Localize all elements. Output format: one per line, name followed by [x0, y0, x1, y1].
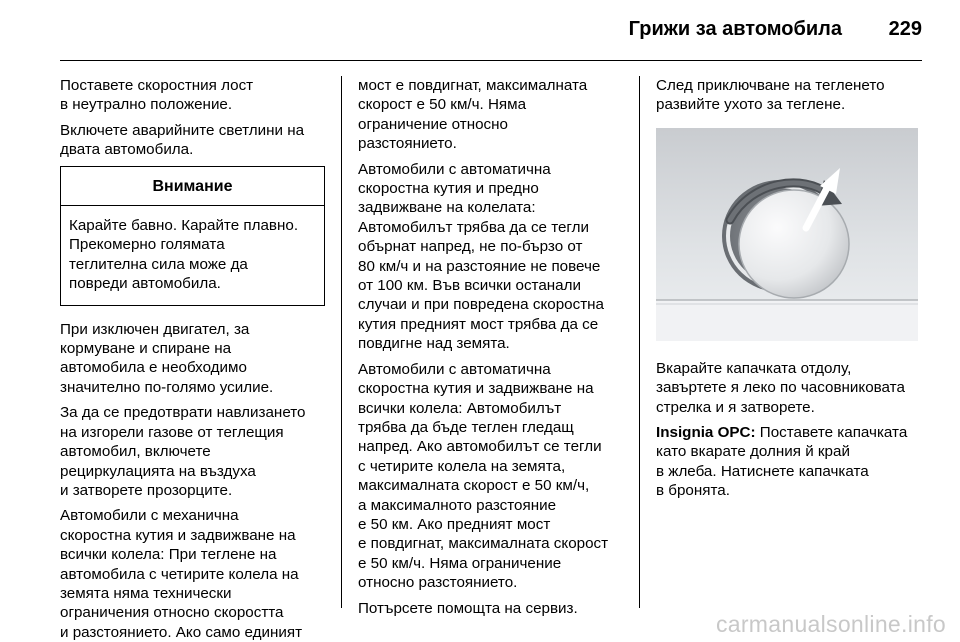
column-divider-1 [341, 76, 342, 608]
paragraph: Вкарайте капачката отдолу, завъртете я леко по часовниковата стрелка и я затворете. [656, 359, 905, 416]
column-1 [60, 76, 325, 642]
watermark: carmanualsonline.info [715, 611, 946, 637]
paragraph: За да се предотврати навлизането на изгорели газове от теглещия автомобил, включете рециркулацията на въздуха и затворете прозорците. [60, 404, 306, 499]
column-divider-2 [639, 76, 640, 608]
paragraph: Потърсете помощта на сервиз. [358, 599, 578, 617]
paragraph: мост е повдигнат, максималната скорост е 50 км/ч. Няма ограничение относно разстоянието. [358, 77, 588, 153]
bumper-lower-panel [656, 300, 918, 341]
warning-title: Внимание [61, 167, 324, 206]
warning-text: Карайте бавно. Карайте плавно. Прекомерно голямата теглителна сила може да повреди автомобила. [69, 217, 299, 293]
paragraph: Поставете скоростния лост в неутрално положение. [60, 77, 254, 114]
column-3 [656, 76, 922, 507]
header-rule [60, 60, 922, 61]
paragraph: При изключен двигател, за кормуване и спиране на автомобила е необходимо значително по-голямо усилие. [60, 320, 274, 396]
paragraph: Автомобили с автоматична скоростна кутия и предно задвижване на колелата: Автомобилът трябва да се тегли обърнат напред, не по-бързо от 80 км/ч и на разстояние не повече от 100 км. Във всички останали случаи и при повредена скоростна кутия предният мост трябва да се повдигне над земята. [358, 160, 604, 353]
page-number: 229 [888, 18, 922, 40]
tow-eye-cover [739, 190, 849, 298]
chapter-title: Грижи за автомобила [628, 18, 842, 40]
paragraph: Автомобили с автоматична скоростна кутия и задвижване на всички колела: Автомобилът трябва да бъде теглен гледащ напред. Ако автомобилът се тегли с четирите колела на земята, максималната скорост е 50 км/ч, а максималното разстояние е 50 км. Ако предният мост е повдигнат, максималната скорост е 50 км/ч. Няма ограничение относно разстоянието. [358, 360, 609, 592]
model-label: Insignia OPC: [656, 424, 756, 442]
paragraph: След приключване на тегленето развийте ухото за теглене. [656, 77, 885, 114]
paragraph: Включете аварийните светлини на двата автомобила. [60, 121, 305, 159]
tow-eye-cover-photo [656, 128, 918, 341]
column-2 [358, 76, 620, 624]
paragraph: Insignia OPC: Поставете капачката като вкарате долния й край в жлеба. Натиснете капачката в бронята. [656, 424, 908, 500]
warning-box [60, 166, 325, 306]
paragraph: Автомобили с механична скоростна кутия и задвижване на всички колела: При теглене на автомобила с четирите колела на земята няма технически ограничения относно скоростта и разстоянието. Ако само единият [60, 507, 303, 641]
